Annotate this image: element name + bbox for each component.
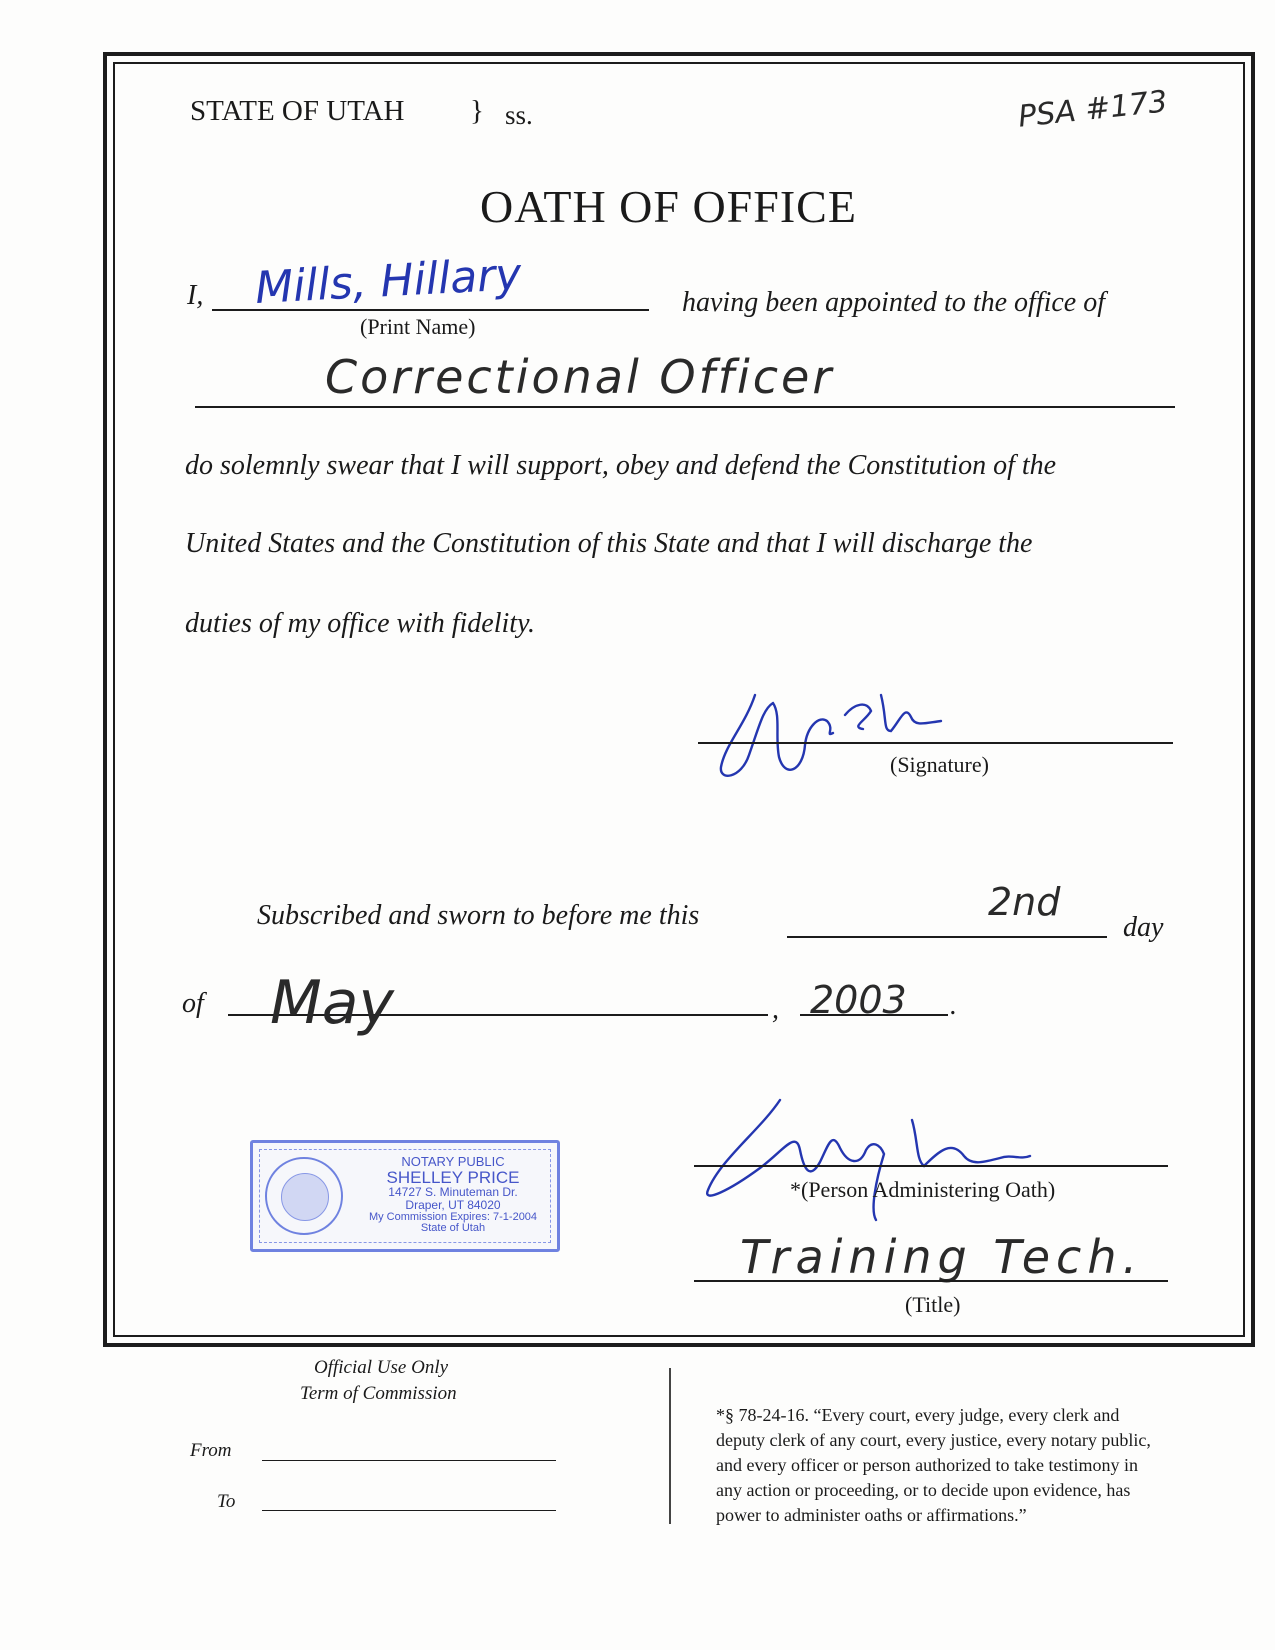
- from-label: From: [190, 1440, 232, 1461]
- handwritten-name: Mills, Hillary: [253, 249, 523, 314]
- ss-abbrev: ss.: [505, 100, 533, 130]
- statute-line-5: power to administer oaths or affirmations.”: [716, 1505, 1027, 1525]
- handwritten-title: Training Tech.: [740, 1230, 1144, 1284]
- administrator-line: [694, 1165, 1168, 1167]
- print-name-caption: (Print Name): [360, 314, 476, 339]
- state-heading: STATE OF UTAH: [190, 95, 405, 127]
- administrator-signature: [700, 1070, 1060, 1230]
- signature-caption: (Signature): [890, 752, 989, 777]
- handwritten-month: May: [270, 968, 395, 1038]
- day-line: [787, 936, 1107, 938]
- subscribed-text: Subscribed and sworn to before me this: [257, 900, 700, 931]
- handwritten-office: Correctional Officer: [325, 350, 835, 404]
- signature-line: [698, 742, 1173, 744]
- statute-line-3: and every officer or person authorized to take testimony in: [716, 1455, 1139, 1475]
- to-line: [262, 1510, 556, 1511]
- day-label: day: [1123, 912, 1164, 943]
- state-seal-icon: [265, 1157, 343, 1235]
- brace-symbol: }: [470, 95, 484, 127]
- stamp-line-1: NOTARY PUBLIC: [401, 1154, 505, 1169]
- term-of-commission-label: Term of Commission: [300, 1383, 457, 1404]
- stamp-line-2: SHELLEY PRICE: [386, 1167, 520, 1187]
- handwritten-reference-number: PSA #173: [1016, 84, 1170, 135]
- pronoun-label: I,: [187, 280, 204, 311]
- oath-paragraph-line-2: United States and the Constitution of this State and that I will discharge the: [185, 528, 1033, 559]
- administrator-caption: *(Person Administering Oath): [790, 1177, 1056, 1202]
- title-line: [694, 1280, 1168, 1282]
- to-label: To: [217, 1491, 236, 1512]
- official-use-label: Official Use Only: [314, 1357, 449, 1378]
- statute-line-4: any action or proceeding, or to decide upon evidence, has: [716, 1480, 1131, 1500]
- oath-paragraph-line-3: duties of my office with fidelity.: [185, 608, 535, 639]
- stamp-line-3: 14727 S. Minuteman Dr.: [388, 1185, 518, 1200]
- handwritten-year: 2003: [810, 978, 907, 1022]
- period-mark: .: [950, 990, 957, 1021]
- statute-line-2: deputy clerk of any court, every justice, every notary public,: [716, 1430, 1151, 1450]
- stamp-line-6: State of Utah: [420, 1222, 486, 1235]
- stamp-line-4: Draper, UT 84020: [405, 1198, 501, 1213]
- oath-paragraph-line-1: do solemnly swear that I will support, obey and defend the Constitution of the: [185, 450, 1057, 481]
- appointed-text: having been appointed to the office of: [682, 287, 1106, 318]
- stamp-line-5: My Commission Expires: 7-1-2004: [368, 1210, 538, 1223]
- document-title: OATH OF OFFICE: [480, 181, 857, 232]
- title-caption: (Title): [905, 1292, 961, 1317]
- handwritten-day: 2nd: [988, 880, 1061, 924]
- office-line: [195, 406, 1175, 408]
- footer-divider: [669, 1368, 671, 1524]
- from-line: [262, 1460, 556, 1461]
- comma-mark: ,: [772, 994, 779, 1025]
- of-label: of: [182, 988, 204, 1019]
- notary-stamp: [250, 1140, 560, 1252]
- statute-line-1: *§ 78-24-16. “Every court, every judge, every clerk and: [716, 1405, 1120, 1425]
